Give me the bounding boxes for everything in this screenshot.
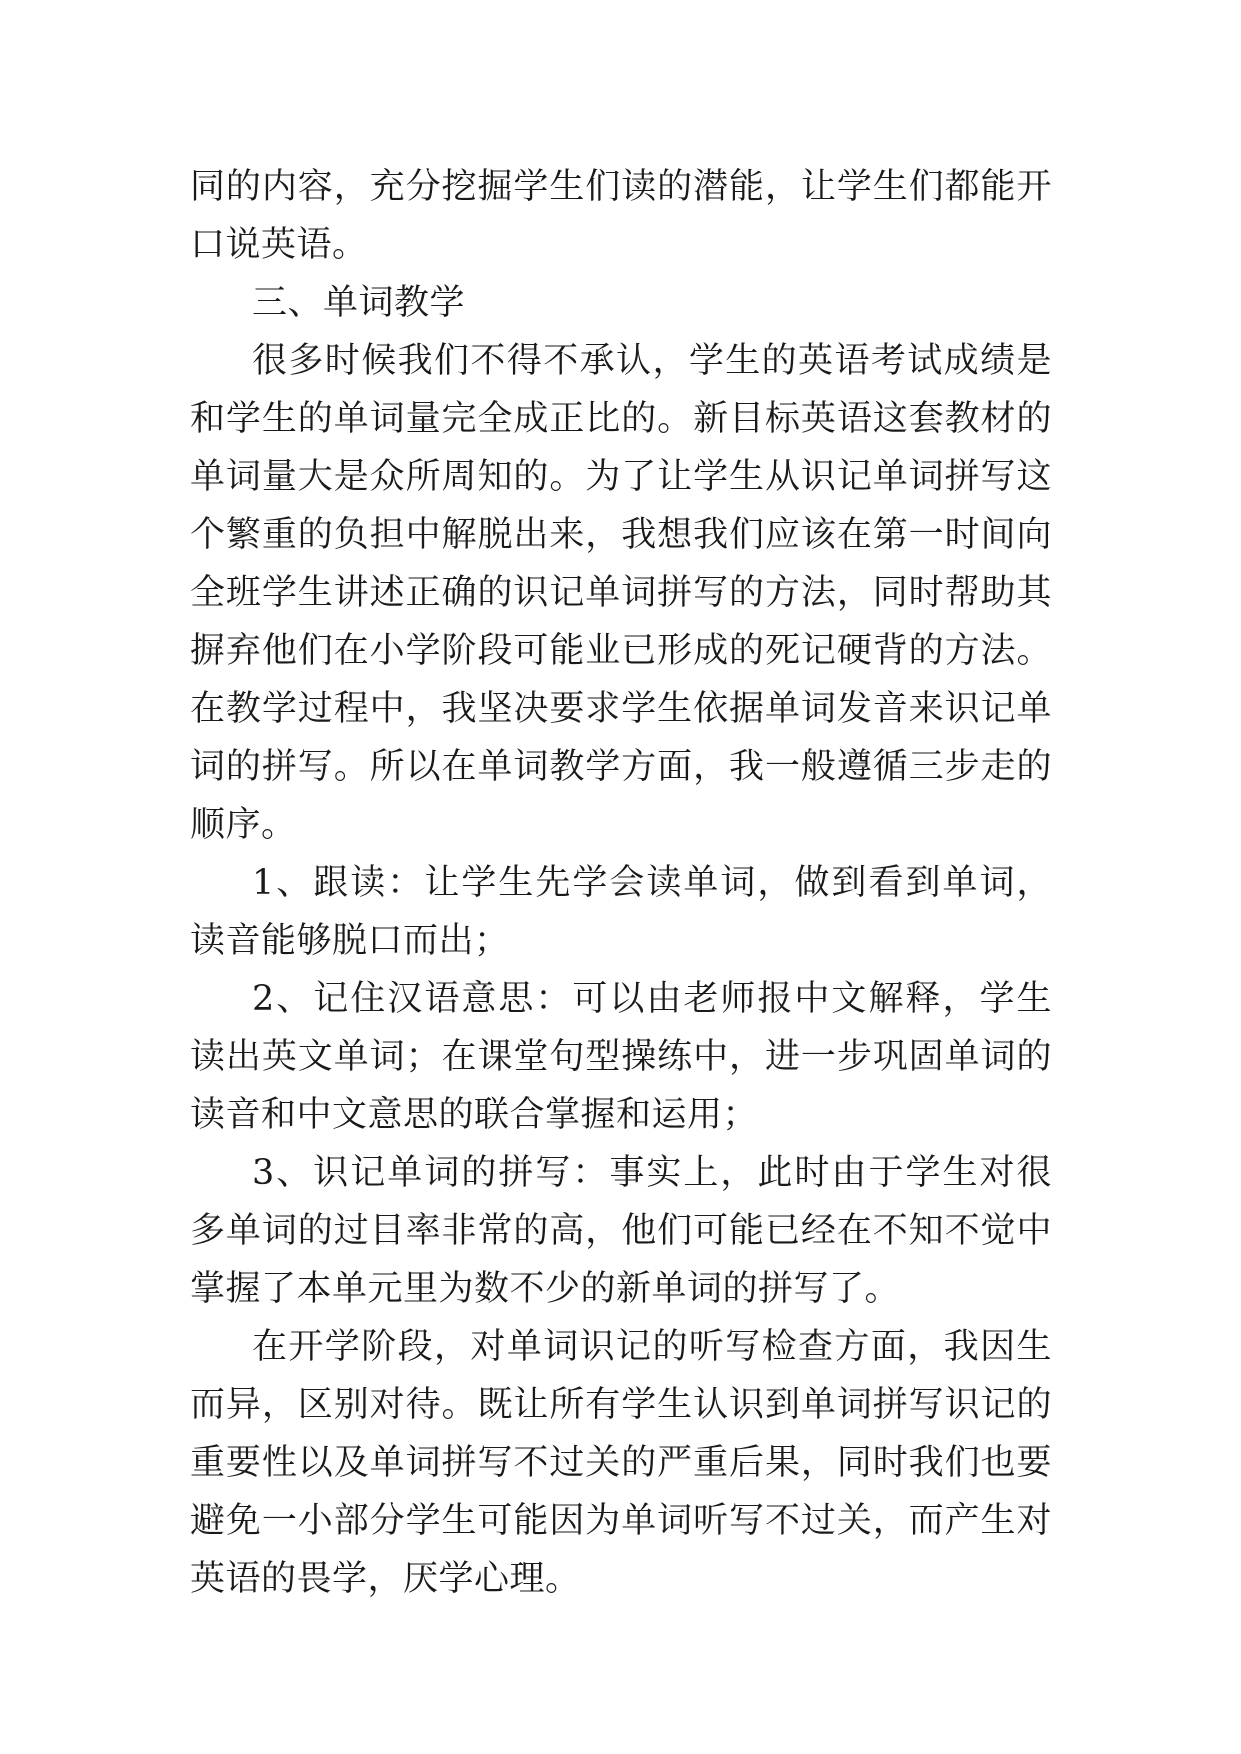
paragraph-continuation: 同的内容，充分挖掘学生们读的潜能，让学生们都能开口说英语。 — [190, 167, 1052, 265]
document-body — [190, 158, 1052, 1608]
paragraph-step-2: 2、记住汉语意思：可以由老师报中文解释，学生读出英文单词；在课堂句型操练中，进一步巩固单词的读音和中文意思的联合掌握和运用； — [190, 979, 1052, 1135]
paragraph-vocabulary-intro: 很多时候我们不得不承认，学生的英语考试成绩是和学生的单词量完全成正比的。新目标英语这套教材的单词量大是众所周知的。为了让学生从识记单词拼写这个繁重的负担中解脱出来，我想我们应该在第一时间向全班学生讲述正确的识记单词拼写的方法，同时帮助其摒弃他们在小学阶段可能业已形成的死记硬背的方法。在教学过程中，我坚决要求学生依据单词发音来识记单词的拼写。所以在单词教学方面，我一般遵循三步走的顺序。 — [190, 341, 1052, 845]
paragraph-step-3: 3、识记单词的拼写：事实上，此时由于学生对很多单词的过目率非常的高，他们可能已经在不知不觉中掌握了本单元里为数不少的新单词的拼写了。 — [190, 1153, 1052, 1309]
paragraph-dictation: 在开学阶段，对单词识记的听写检查方面，我因生而异，区别对待。既让所有学生认识到单词拼写识记的重要性以及单词拼写不过关的严重后果，同时我们也要避免一小部分学生可能因为单词听写不过关，而产生对英语的畏学，厌学心理。 — [190, 1327, 1052, 1599]
section-heading: 三、单词教学 — [252, 283, 466, 323]
paragraph-step-1: 1、跟读：让学生先学会读单词，做到看到单词，读音能够脱口而出； — [190, 863, 1052, 961]
